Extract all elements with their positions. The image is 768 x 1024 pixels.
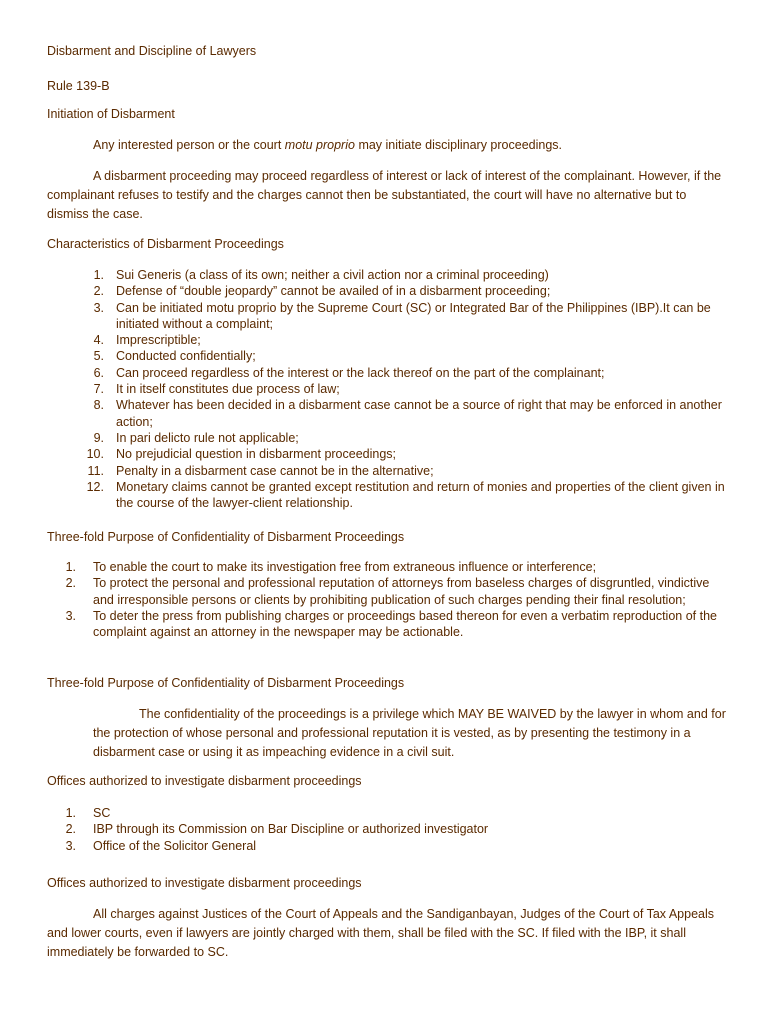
heading-offices-2: Offices authorized to investigate disbarment proceedings [47, 876, 362, 890]
offices-list [65, 805, 727, 854]
list-number: 2. [65, 576, 76, 591]
list-text: To enable the court to make its investigation free from extraneous influence or interference; [93, 560, 597, 574]
heading-threefold-purpose-1: Three-fold Purpose of Confidentiality of Disbarment Proceedings [47, 530, 405, 544]
list-number: 5. [93, 349, 104, 364]
list-number: 2. [93, 284, 104, 299]
list-text: Office of the Solicitor General [93, 838, 257, 853]
list-text: Penalty in a disbarment case cannot be in the alternative; [116, 463, 434, 478]
list-text: No prejudicial question in disbarment proceedings; [116, 447, 397, 462]
list-number: 10. [86, 447, 104, 462]
heading-characteristics: Characteristics of Disbarment Proceedings [47, 237, 284, 251]
p1-italic: motu proprio [284, 138, 355, 152]
characteristics-list [86, 267, 726, 511]
list-item [93, 397, 726, 430]
document-title: Disbarment and Discipline of Lawyers [47, 44, 257, 58]
list-number: 1. [65, 560, 76, 574]
list-item [93, 430, 726, 446]
list-item [65, 559, 727, 575]
heading-threefold-purpose-2: Three-fold Purpose of Confidentiality of Disbarment Proceedings [47, 676, 405, 690]
list-number: 7. [93, 382, 104, 397]
list-number: 6. [93, 365, 104, 380]
list-item [93, 381, 726, 397]
list-text: SC [93, 806, 111, 820]
list-item [65, 821, 727, 837]
heading-offices-1: Offices authorized to investigate disbarment proceedings [47, 774, 362, 788]
list-item [65, 805, 727, 821]
list-text: Conducted confidentially; [116, 349, 256, 364]
threefold-purpose-list [65, 559, 727, 640]
paragraph-initiation-1 [47, 136, 727, 155]
list-number: 1. [65, 806, 76, 820]
list-number: 3. [65, 838, 76, 853]
list-text: To protect the personal and professional reputation of attorneys from baseless charges of disgruntled, vindictive and irresponsible persons or clients by prohibiting publication of such charges pending their final resolution; [93, 576, 710, 607]
list-item [65, 608, 727, 641]
list-number: 1. [93, 268, 104, 282]
list-text: Imprescriptible; [116, 333, 201, 348]
list-number: 2. [65, 822, 76, 837]
list-item [93, 365, 726, 381]
list-text: Defense of “double jeopardy” cannot be availed of in a disbarment proceeding; [116, 284, 551, 299]
heading-initiation: Initiation of Disbarment [47, 107, 175, 121]
list-text: Whatever has been decided in a disbarment case cannot be a source of right that may be enforced in another action; [116, 398, 722, 429]
list-number: 12. [86, 479, 104, 494]
list-number: 4. [93, 333, 104, 348]
paragraph-waiver: The confidentiality of the proceedings is a privilege which MAY BE WAIVED by the lawyer in whom and for the protection of whose personal and professional reputation it is vested, as by presenting the testimony in a disbarment case or using it as impeaching evidence in a civil suit. [93, 707, 726, 759]
list-item [93, 283, 726, 299]
p1-text-before: Any interested person or the court [93, 138, 285, 152]
list-text: To deter the press from publishing charges or proceedings based thereon for even a verbatim reproduction of the complaint against an attorney in the newspaper may be actionable. [93, 608, 717, 640]
list-item [65, 838, 727, 854]
paragraph-initiation-2: A disbarment proceeding may proceed regardless of interest or lack of interest of the complainant. However, if the complainant refuses to testify and the charges cannot then be substantiated, the court will have no alternative but to dismiss the case. [47, 169, 722, 221]
p1-text-after: may initiate disciplinary proceedings. [354, 138, 563, 152]
list-number: 3. [93, 300, 104, 315]
list-text: Can proceed regardless of the interest or the lack thereof on the part of the complainant; [116, 365, 605, 380]
list-item [93, 332, 726, 348]
list-item [93, 300, 726, 333]
list-item [93, 267, 726, 283]
list-text: IBP through its Commission on Bar Discipline or authorized investigator [93, 822, 489, 837]
list-number: 3. [65, 608, 76, 623]
list-text: Monetary claims cannot be granted except restitution and return of monies and properties of the client given in the course of the lawyer-client relationship. [116, 479, 725, 511]
list-item [86, 446, 726, 462]
list-text: Sui Generis (a class of its own; neither a civil action nor a criminal proceeding) [116, 268, 549, 282]
list-item [65, 575, 727, 608]
list-text: Can be initiated motu proprio by the Supreme Court (SC) or Integrated Bar of the Philippines (IBP).It can be initiated without a complaint; [116, 300, 711, 331]
list-item [86, 479, 726, 512]
paragraph-charges-filed: All charges against Justices of the Court of Appeals and the Sandiganbayan, Judges of the Court of Tax Appeals and lower courts, even if lawyers are jointly charged with them, shall be filed with the SC. If filed with the IBP, it shall immediately be forwarded to SC. [47, 907, 715, 959]
list-item [87, 463, 726, 479]
list-text: It in itself constitutes due process of law; [116, 382, 340, 397]
list-text: In pari delicto rule not applicable; [116, 430, 299, 445]
list-number: 11. [87, 463, 104, 478]
rule-label: Rule 139-B [47, 79, 110, 93]
list-item [93, 348, 726, 364]
list-number: 9. [93, 430, 104, 445]
list-number: 8. [93, 398, 104, 413]
